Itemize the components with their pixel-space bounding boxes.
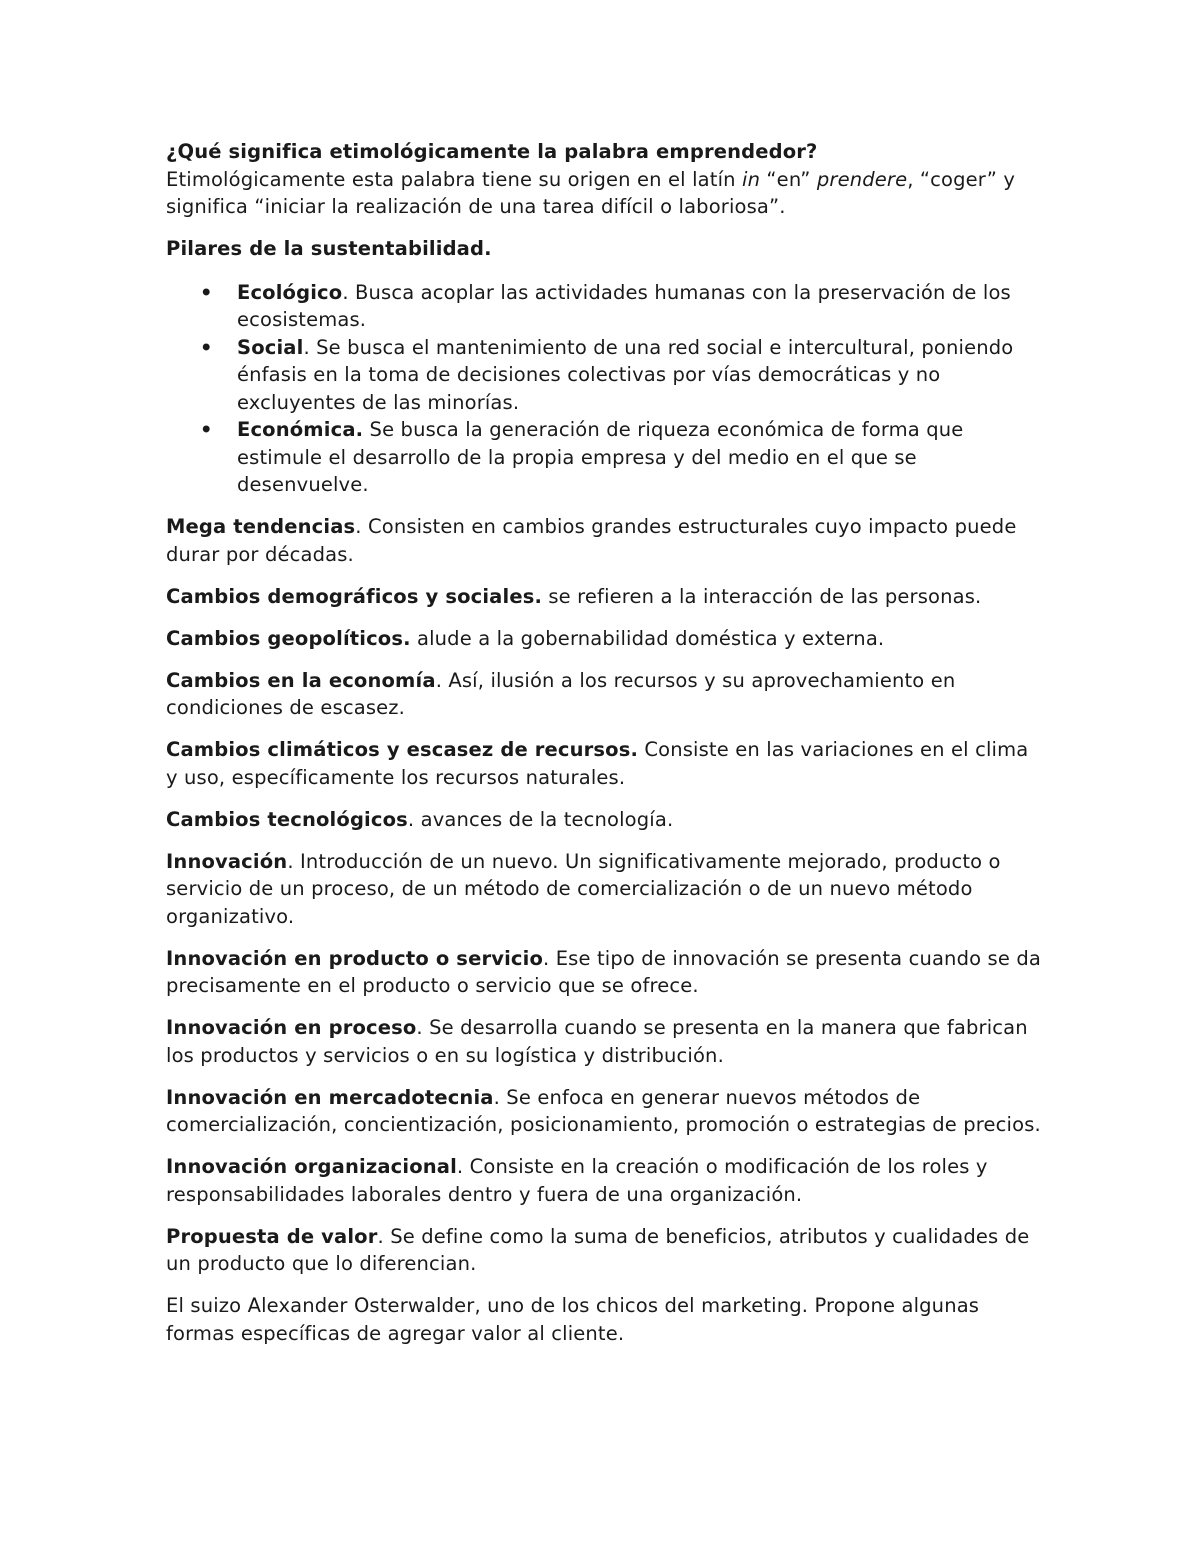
list-item: • Ecológico. Busca acoplar las actividades humanas con la preservación de los ecosistemas. xyxy=(200,280,1011,331)
pillars-heading: Pilares de la sustentabilidad. xyxy=(166,237,492,260)
list-item: • Económica. Se busca la generación de riqueza económica de forma que estimule el desarrollo de la propia empresa y del medio en el que se desenvuelve. xyxy=(200,418,964,496)
definition-paragraph: Mega tendencias. Consisten en cambios grandes estructurales cuyo impacto puede durar por décadas. xyxy=(166,515,1017,566)
question-title: ¿Qué significa etimológicamente la palabra emprendedor? xyxy=(166,140,818,163)
latin-in: in xyxy=(742,167,761,191)
definition-paragraph: Cambios climáticos y escasez de recursos. Consiste en las variaciones en el clima y uso, específicamente los recursos naturales. xyxy=(166,738,1029,789)
bullet: • xyxy=(200,280,213,304)
definition-paragraph: Innovación en proceso. Se desarrolla cuando se presenta en la manera que fabrican los productos y servicios o en su logística y distribución. xyxy=(166,1016,1028,1067)
bullet: • xyxy=(200,335,213,359)
definition-paragraph: Innovación en mercadotecnia. Se enfoca en generar nuevos métodos de comercialización, concientización, posicionamiento, promoción o estrategias de precios. xyxy=(166,1085,1041,1136)
definition-paragraph: Cambios geopolíticos. alude a la gobernabilidad doméstica y externa. xyxy=(166,626,885,650)
list-item: • Social. Se busca el mantenimiento de una red social e intercultural, poniendo énfasis en la toma de decisiones colectivas por vías democráticas y no excluyentes de las minorías. xyxy=(200,335,1014,414)
pillars-list xyxy=(166,279,1046,499)
definition-paragraph: Propuesta de valor. Se define como la suma de beneficios, atributos y cualidades de un producto que lo diferencian. xyxy=(166,1224,1030,1275)
bullet: • xyxy=(200,418,213,441)
latin-prendere: prendere xyxy=(816,167,908,191)
definition-paragraph: Innovación. Introducción de un nuevo. Un significativamente mejorado, producto o servicio de un proceso, de un método de comercialización o de un nuevo método organizativo. xyxy=(166,849,1001,928)
definition-paragraph: Cambios en la economía. Así, ilusión a los recursos y su aprovechamiento en condiciones de escasez. xyxy=(166,668,956,719)
closing-paragraph: El suizo Alexander Osterwalder, uno de los chicos del marketing. Propone algunas formas específicas de agregar valor al cliente. xyxy=(166,1294,980,1345)
definition-paragraph: Cambios tecnológicos. avances de la tecnología. xyxy=(166,807,674,831)
definition-paragraph: Innovación en producto o servicio. Ese tipo de innovación se presenta cuando se da precisamente en el producto o servicio que se ofrece. xyxy=(166,946,1041,997)
document-page xyxy=(166,138,1046,1362)
definition-paragraph: Cambios demográficos y sociales. se refieren a la interacción de las personas. xyxy=(166,584,982,608)
definition-paragraph: Innovación organizacional. Consiste en la creación o modificación de los roles y responsabilidades laborales dentro y fuera de una organización. xyxy=(166,1155,988,1206)
question-answer: Etimológicamente esta palabra tiene su origen en el latín in “en” prendere, “coger” y significa “iniciar la realización de una tarea difícil o laboriosa”. xyxy=(166,167,1016,218)
